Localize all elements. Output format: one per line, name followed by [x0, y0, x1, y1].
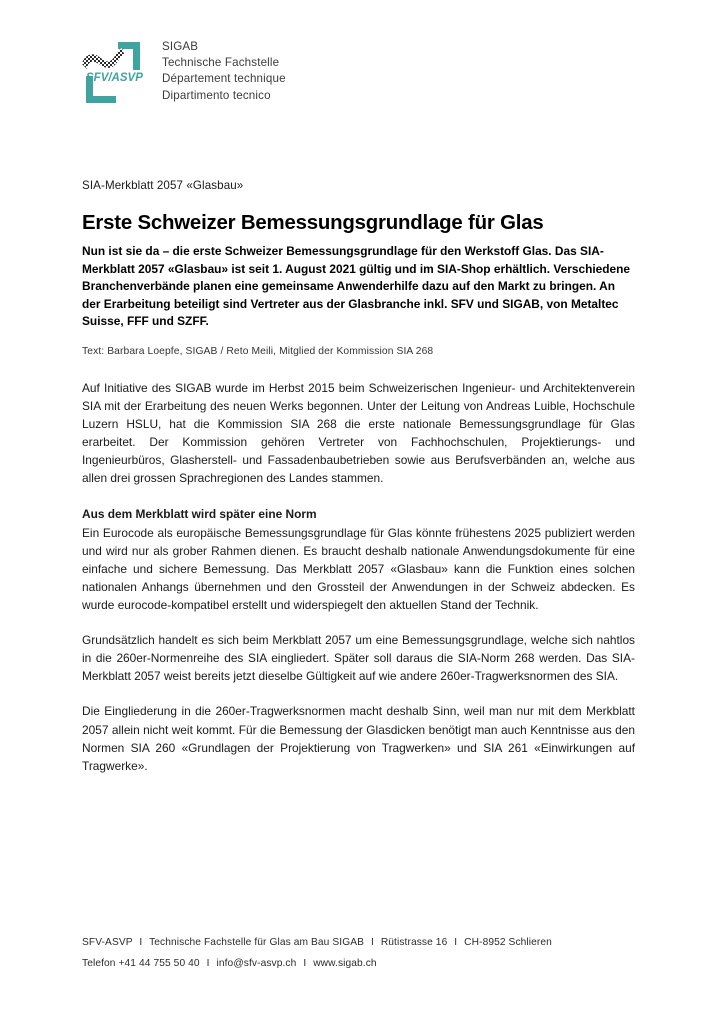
- body-subheading-1: Aus dem Merkblatt wird später eine Norm: [82, 506, 317, 521]
- footer-department: Technische Fachstelle für Glas am Bau SIGAB: [149, 937, 365, 948]
- sfv-asvp-logo-icon: [78, 36, 154, 108]
- sigab-logo: [78, 36, 286, 108]
- sfv-asvp-wordmark: SFV/ASVP: [86, 72, 143, 84]
- logo-line-2: Technische Fachstelle: [162, 56, 280, 70]
- footer-org-name: SFV-ASVP: [82, 937, 133, 948]
- body-paragraph-1: Auf Initiative des SIGAB wurde im Herbst 2015 beim Schweizerischen Ingenieur- und Architektenverein SIA mit der Erarbeitung des neuen Werks begonnen. Unter der Leitung von Andreas Luible, Hochschule Luzern HSLU, hat die Kommission SIA 268 die erste nationale Bemessungsgrundlage für Glas erarbeitet. Der Kommission gehören Vertreter von Fachhochschulen, Projektierungs- und Ingenieurbüros, Glasherstell- und Fassadenbaubetrieben sowie aus Berufsverbänden an, welche aus allen drei grossen Sprachregionen des Landes stammen.: [82, 381, 635, 486]
- page-footer: [82, 932, 642, 974]
- footer-phone: Telefon +41 44 755 50 40: [82, 958, 200, 969]
- footer-street-address: Rütistrasse 16: [380, 937, 448, 948]
- article-kicker: SIA-Merkblatt 2057 «Glasbau»: [82, 179, 244, 192]
- page-title: Erste Schweizer Bemessungsgrundlage für Glas: [82, 211, 544, 234]
- footer-city: CH-8952 Schlieren: [464, 937, 552, 948]
- body-paragraph-3: Grundsätzlich handelt es sich beim Merkblatt 2057 um eine Bemessungsgrundlage, welche sich nahtlos in die 260er-Normenreihe des SIA eingliedert. Später soll daraus die SIA-Norm 268 werden. Das SIA-Merkblatt 2057 weist bereits jetzt dieselbe Gültigkeit auf wie andere 260er-Tragwerksnormen des SIA.: [82, 633, 635, 684]
- logo-line-3: Département technique: [162, 72, 286, 86]
- footer-separator-icon: I: [139, 937, 143, 948]
- article-byline: Text: Barbara Loepfe, SIGAB / Reto Meili, Mitglied der Kommission SIA 268: [82, 346, 434, 357]
- footer-separator-icon: I: [370, 937, 374, 948]
- footer-line-2: [82, 953, 642, 974]
- logo-text-block: [162, 36, 286, 104]
- footer-line-1: [82, 932, 642, 953]
- body-paragraph-2: Ein Eurocode als europäische Bemessungsgrundlage für Glas könnte frühestens 2025 publiziert werden und wird nur als grober Rahmen dienen. Es braucht deshalb nationale Anwendungsdokumente für eine einfache und sichere Bemessung. Das Merkblatt 2057 «Glasbau» kann die Funktion eines solchen nationalen Anhangs übernehmen und den Grossteil der Anwendungen in der Schweiz abdecken. Es wurde eurocode-kompatibel erstellt und widerspiegelt den aktuellen Stand der Technik.: [82, 525, 635, 613]
- article-body: [82, 379, 635, 775]
- logo-line-1: SIGAB: [162, 40, 199, 53]
- body-paragraph-4: Die Eingliederung in die 260er-Tragwerksnormen macht deshalb Sinn, weil man nur mit dem Merkblatt 2057 allein nicht weit kommt. Für die Bemessung der Glasdicken benötigt man auch Kenntnisse aus den Normen SIA 260 «Grundlagen der Projektierung von Tragwerken» und SIA 261 «Einwirkungen auf Tragwerke».: [82, 704, 635, 773]
- footer-separator-icon: I: [303, 958, 307, 969]
- logo-line-4: Dipartimento tecnico: [162, 88, 271, 102]
- article-lead-paragraph: Nun ist sie da – die erste Schweizer Bemessungsgrundlage für den Werkstoff Glas. Das SIA-Merkblatt 2057 «Glasbau» ist seit 1. August 2021 gültig und im SIA-Shop erhältlich. Verschiedene Branchenverbände planen eine gemeinsame Anwenderhilfe dazu auf den Markt zu bringen. An der Erarbeitung beteiligt sind Vertreter aus der Glasbranche inkl. SFV und SIGAB, von Metaltec Suisse, FFF und SZFF.: [82, 244, 631, 329]
- footer-website[interactable]: www.sigab.ch: [313, 958, 377, 969]
- footer-email[interactable]: info@sfv-asvp.ch: [216, 958, 297, 969]
- footer-separator-icon: I: [454, 937, 458, 948]
- footer-separator-icon: I: [206, 958, 210, 969]
